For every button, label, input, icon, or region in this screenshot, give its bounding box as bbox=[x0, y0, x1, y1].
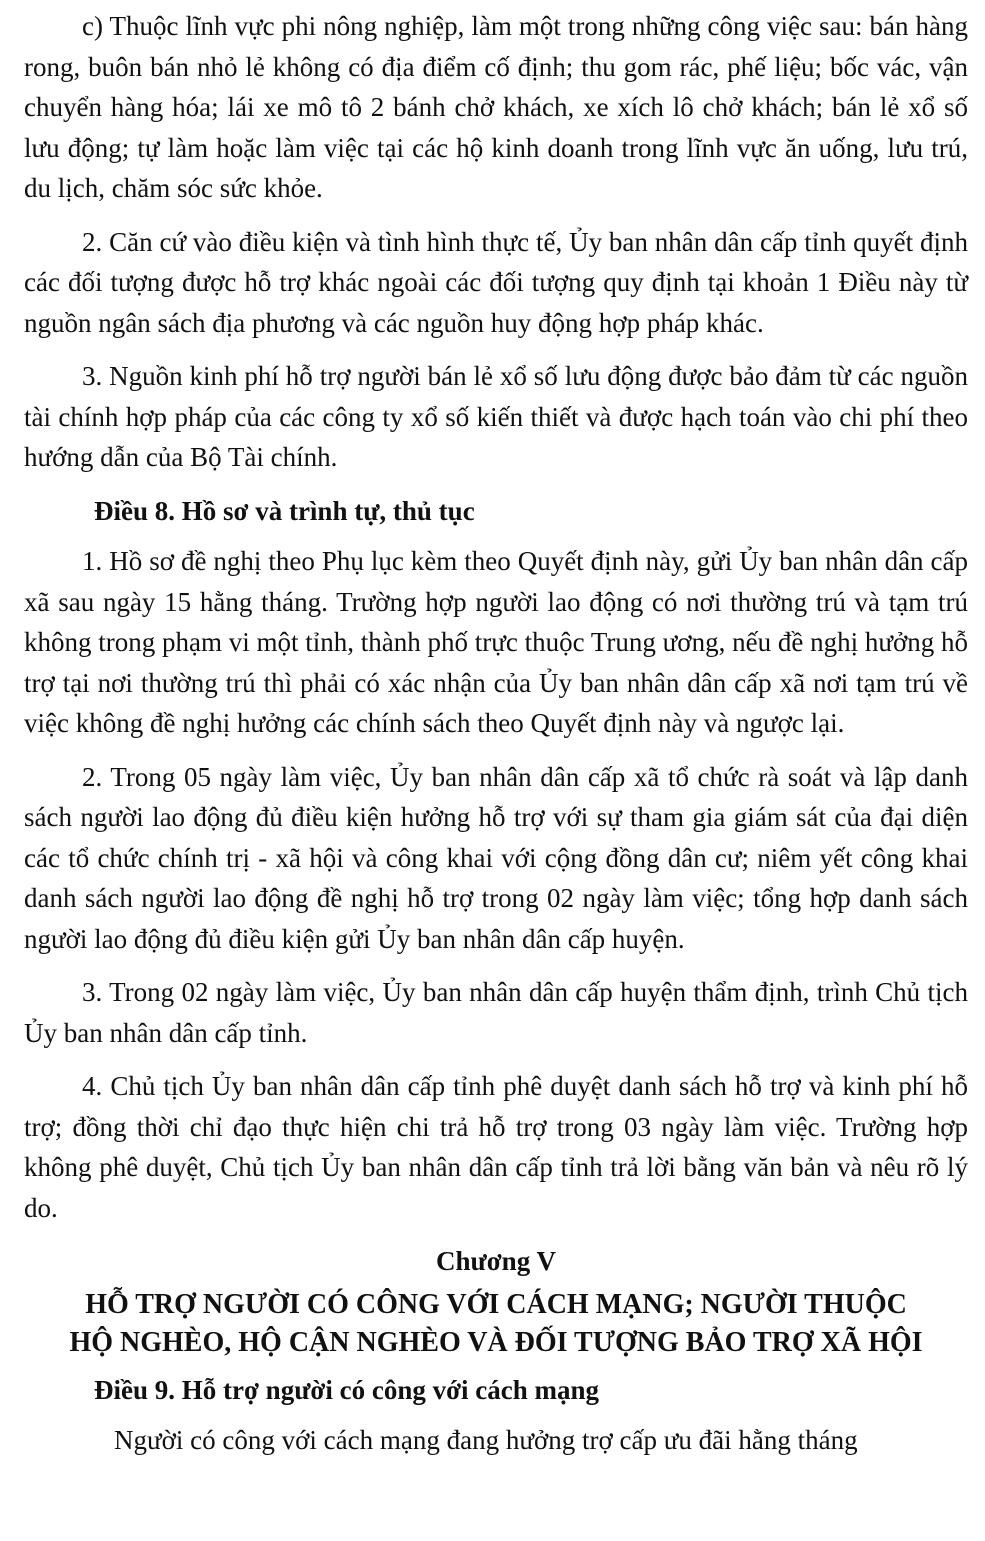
chapter-title bbox=[24, 1286, 968, 1362]
chapter-label: Chương V bbox=[436, 1246, 556, 1276]
article-8-clause-1: 1. Hồ sơ đề nghị theo Phụ lục kèm theo Quyết định này, gửi Ủy ban nhân dân cấp xã sau ngày 15 hằng tháng. Trường hợp người lao động có nơi thường trú và tạm trú không trong phạm vi một tỉnh, thành phố trực thuộc Trung ương, nếu đề nghị hưởng hỗ trợ tại nơi thường trú thì phải có xác nhận của Ủy ban nhân dân cấp xã nơi tạm trú về việc không đề nghị hưởng các chính sách theo Quyết định này và ngược lại. bbox=[24, 546, 968, 738]
article-8-clause-3: 3. Trong 02 ngày làm việc, Ủy ban nhân dân cấp huyện thẩm định, trình Chủ tịch Ủy ban nhân dân cấp tỉnh. bbox=[24, 977, 968, 1048]
article-8-heading: Điều 8. Hồ sơ và trình tự, thủ tục bbox=[94, 495, 475, 526]
chapter-title-line-2: HỘ NGHÈO, HỘ CẬN NGHÈO VÀ ĐỐI TƯỢNG BẢO TRỢ XÃ HỘI bbox=[69, 1326, 923, 1358]
document-page bbox=[24, 6, 968, 1461]
chapter-title-line-1: HỖ TRỢ NGƯỜI CÓ CÔNG VỚI CÁCH MẠNG; NGƯỜI THUỘC bbox=[85, 1288, 907, 1320]
article-8-clause-2: 2. Trong 05 ngày làm việc, Ủy ban nhân dân cấp xã tổ chức rà soát và lập danh sách người lao động đủ điều kiện hưởng hỗ trợ với sự tham gia giám sát của đại diện các tổ chức chính trị - xã hội và công khai với cộng đồng dân cư; niêm yết công khai danh sách người lao động đề nghị hỗ trợ trong 02 ngày làm việc; tổng hợp danh sách người lao động đủ điều kiện gửi Ủy ban nhân dân cấp huyện. bbox=[24, 761, 968, 954]
article-9-heading: Điều 9. Hỗ trợ người có công với cách mạng bbox=[94, 1374, 600, 1405]
paragraph-clause-3: 3. Nguồn kinh phí hỗ trợ người bán lẻ xổ số lưu động được bảo đảm từ các nguồn tài chính hợp pháp của các công ty xổ số kiến thiết và được hạch toán vào chi phí theo hướng dẫn của Bộ Tài chính. bbox=[24, 361, 968, 472]
paragraph-clause-c: c) Thuộc lĩnh vực phi nông nghiệp, làm một trong những công việc sau: bán hàng rong, buôn bán nhỏ lẻ không có địa điểm cố định; thu gom rác, phế liệu; bốc vác, vận chuyển hàng hóa; lái xe mô tô 2 bánh chở khách, xe xích lô chở khách; bán lẻ xổ số lưu động; tự làm hoặc làm việc tại các hộ kinh doanh trong lĩnh vực ăn uống, lưu trú, du lịch, chăm sóc sức khỏe. bbox=[24, 11, 968, 203]
article-9-paragraph: Người có công với cách mạng đang hưởng trợ cấp ưu đãi hằng tháng bbox=[114, 1425, 858, 1455]
paragraph-clause-2: 2. Căn cứ vào điều kiện và tình hình thực tế, Ủy ban nhân dân cấp tỉnh quyết định các đối tượng được hỗ trợ khác ngoài các đối tượng quy định tại khoản 1 Điều này từ nguồn ngân sách địa phương và các nguồn huy động hợp pháp khác. bbox=[24, 226, 968, 338]
article-8-clause-4: 4. Chủ tịch Ủy ban nhân dân cấp tỉnh phê duyệt danh sách hỗ trợ và kinh phí hỗ trợ; đồng thời chỉ đạo thực hiện chi trả hỗ trợ trong 03 ngày làm việc. Trường hợp không phê duyệt, Chủ tịch Ủy ban nhân dân cấp tỉnh trả lời bằng văn bản và nêu rõ lý do. bbox=[24, 1071, 968, 1223]
